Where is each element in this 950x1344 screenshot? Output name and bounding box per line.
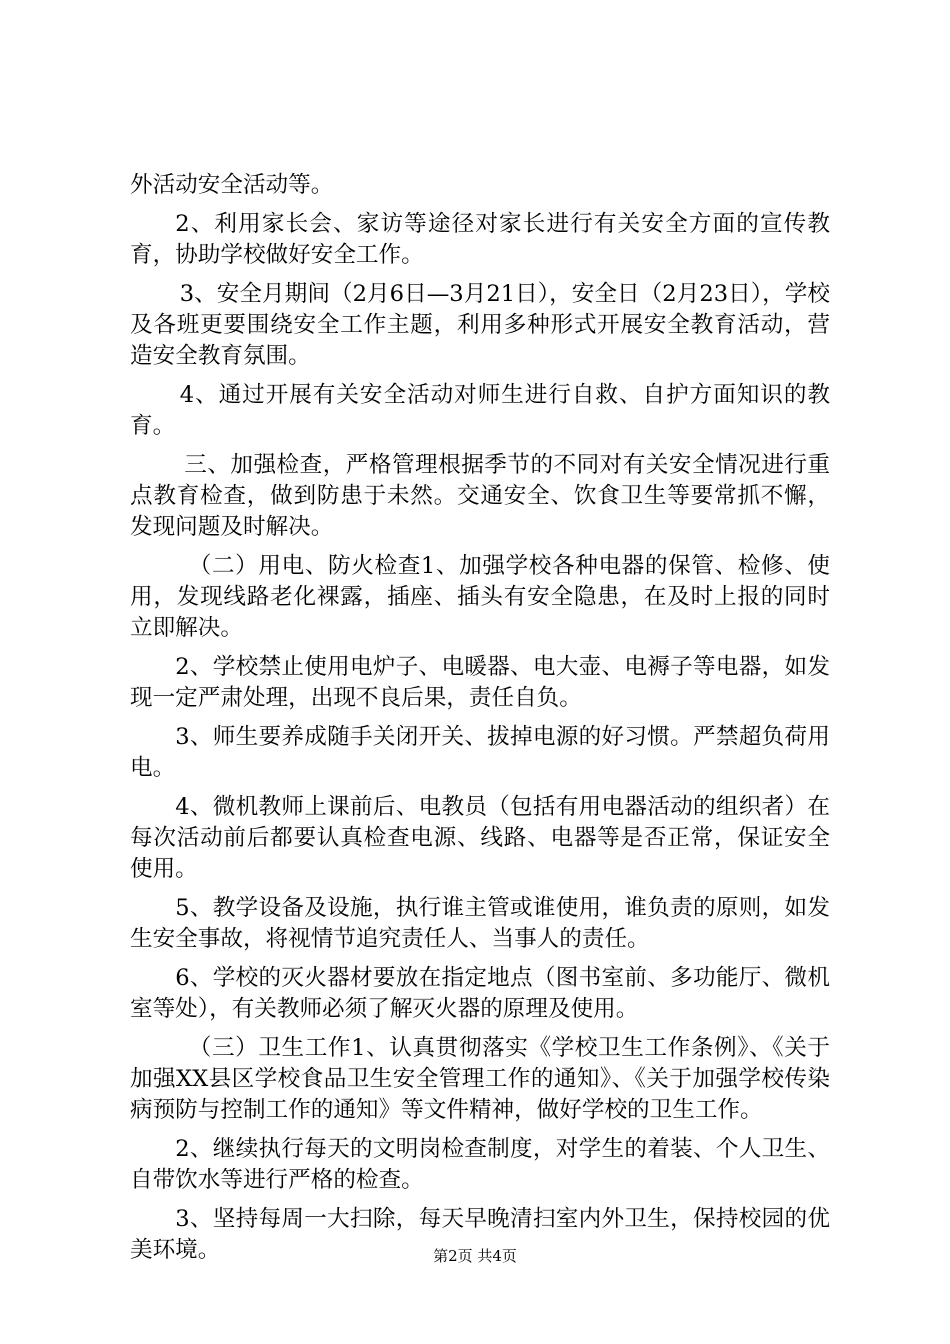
paragraph-1: 外活动安全活动等。 <box>130 172 334 198</box>
paragraph-11: 6、学校的灭火器材要放在指定地点（图书室前、多功能厅、微机室等处），有关教师必须了解灭火器的原理及使用。 <box>130 965 830 1022</box>
page-number-footer: 第2页 共4页 <box>433 1247 517 1265</box>
paragraph-10: 5、教学设备及设施，执行谁主管或谁使用，谁负责的原则，如发生安全事故，将视情节追究责任人、当事人的责任。 <box>130 895 830 952</box>
document-body <box>130 170 830 1274</box>
paragraph-5: 三、加强检查，严格管理根据季节的不同对有关安全情况进行重点教育检查，做到防患于未然。交通安全、饮食卫生等要常抓不懈，发现问题及时解决。 <box>130 452 830 540</box>
paragraph-14: 3、坚持每周一大扫除，每天早晚清扫室内外卫生，保持校园的优美环境。 <box>130 1206 830 1263</box>
paragraph-3: 3、安全月期间（2月6日—3月21日），安全日（2月23日），学校及各班更要围绕安全工作主题，利用多种形式开展安全教育活动，营造安全教育氛围。 <box>130 281 830 369</box>
paragraph-6: （二）用电、防火检查1、加强学校各种电器的保管、检修、使用，发现线路老化裸露，插座、插头有安全隐患，在及时上报的同时立即解决。 <box>130 553 830 641</box>
paragraph-13: 2、继续执行每天的文明岗检查制度，对学生的着装、个人卫生、自带饮水等进行严格的检查。 <box>130 1136 830 1193</box>
paragraph-2: 2、利用家长会、家访等途径对家长进行有关安全方面的宣传教育，协助学校做好安全工作。 <box>130 211 830 268</box>
paragraph-7: 2、学校禁止使用电炉子、电暖器、电大壶、电褥子等电器，如发现一定严肃处理，出现不良后果，责任自负。 <box>130 654 830 711</box>
paragraph-9: 4、微机教师上课前后、电教员（包括有用电器活动的组织者）在每次活动前后都要认真检查电源、线路、电器等是否正常，保证安全使用。 <box>130 794 830 882</box>
paragraph-8: 3、师生要养成随手关闭开关、拔掉电源的好习惯。严禁超负荷用电。 <box>130 724 830 781</box>
paragraph-4: 4、通过开展有关安全活动对师生进行自救、自护方面知识的教育。 <box>130 382 830 439</box>
paragraph-12: （三）卫生工作1、认真贯彻落实《学校卫生工作条例》、《关于加强XX县区学校食品卫生安全管理工作的通知》、《关于加强学校传染病预防与控制工作的通知》等文件精神，做好学校的卫生工作。 <box>130 1035 830 1123</box>
